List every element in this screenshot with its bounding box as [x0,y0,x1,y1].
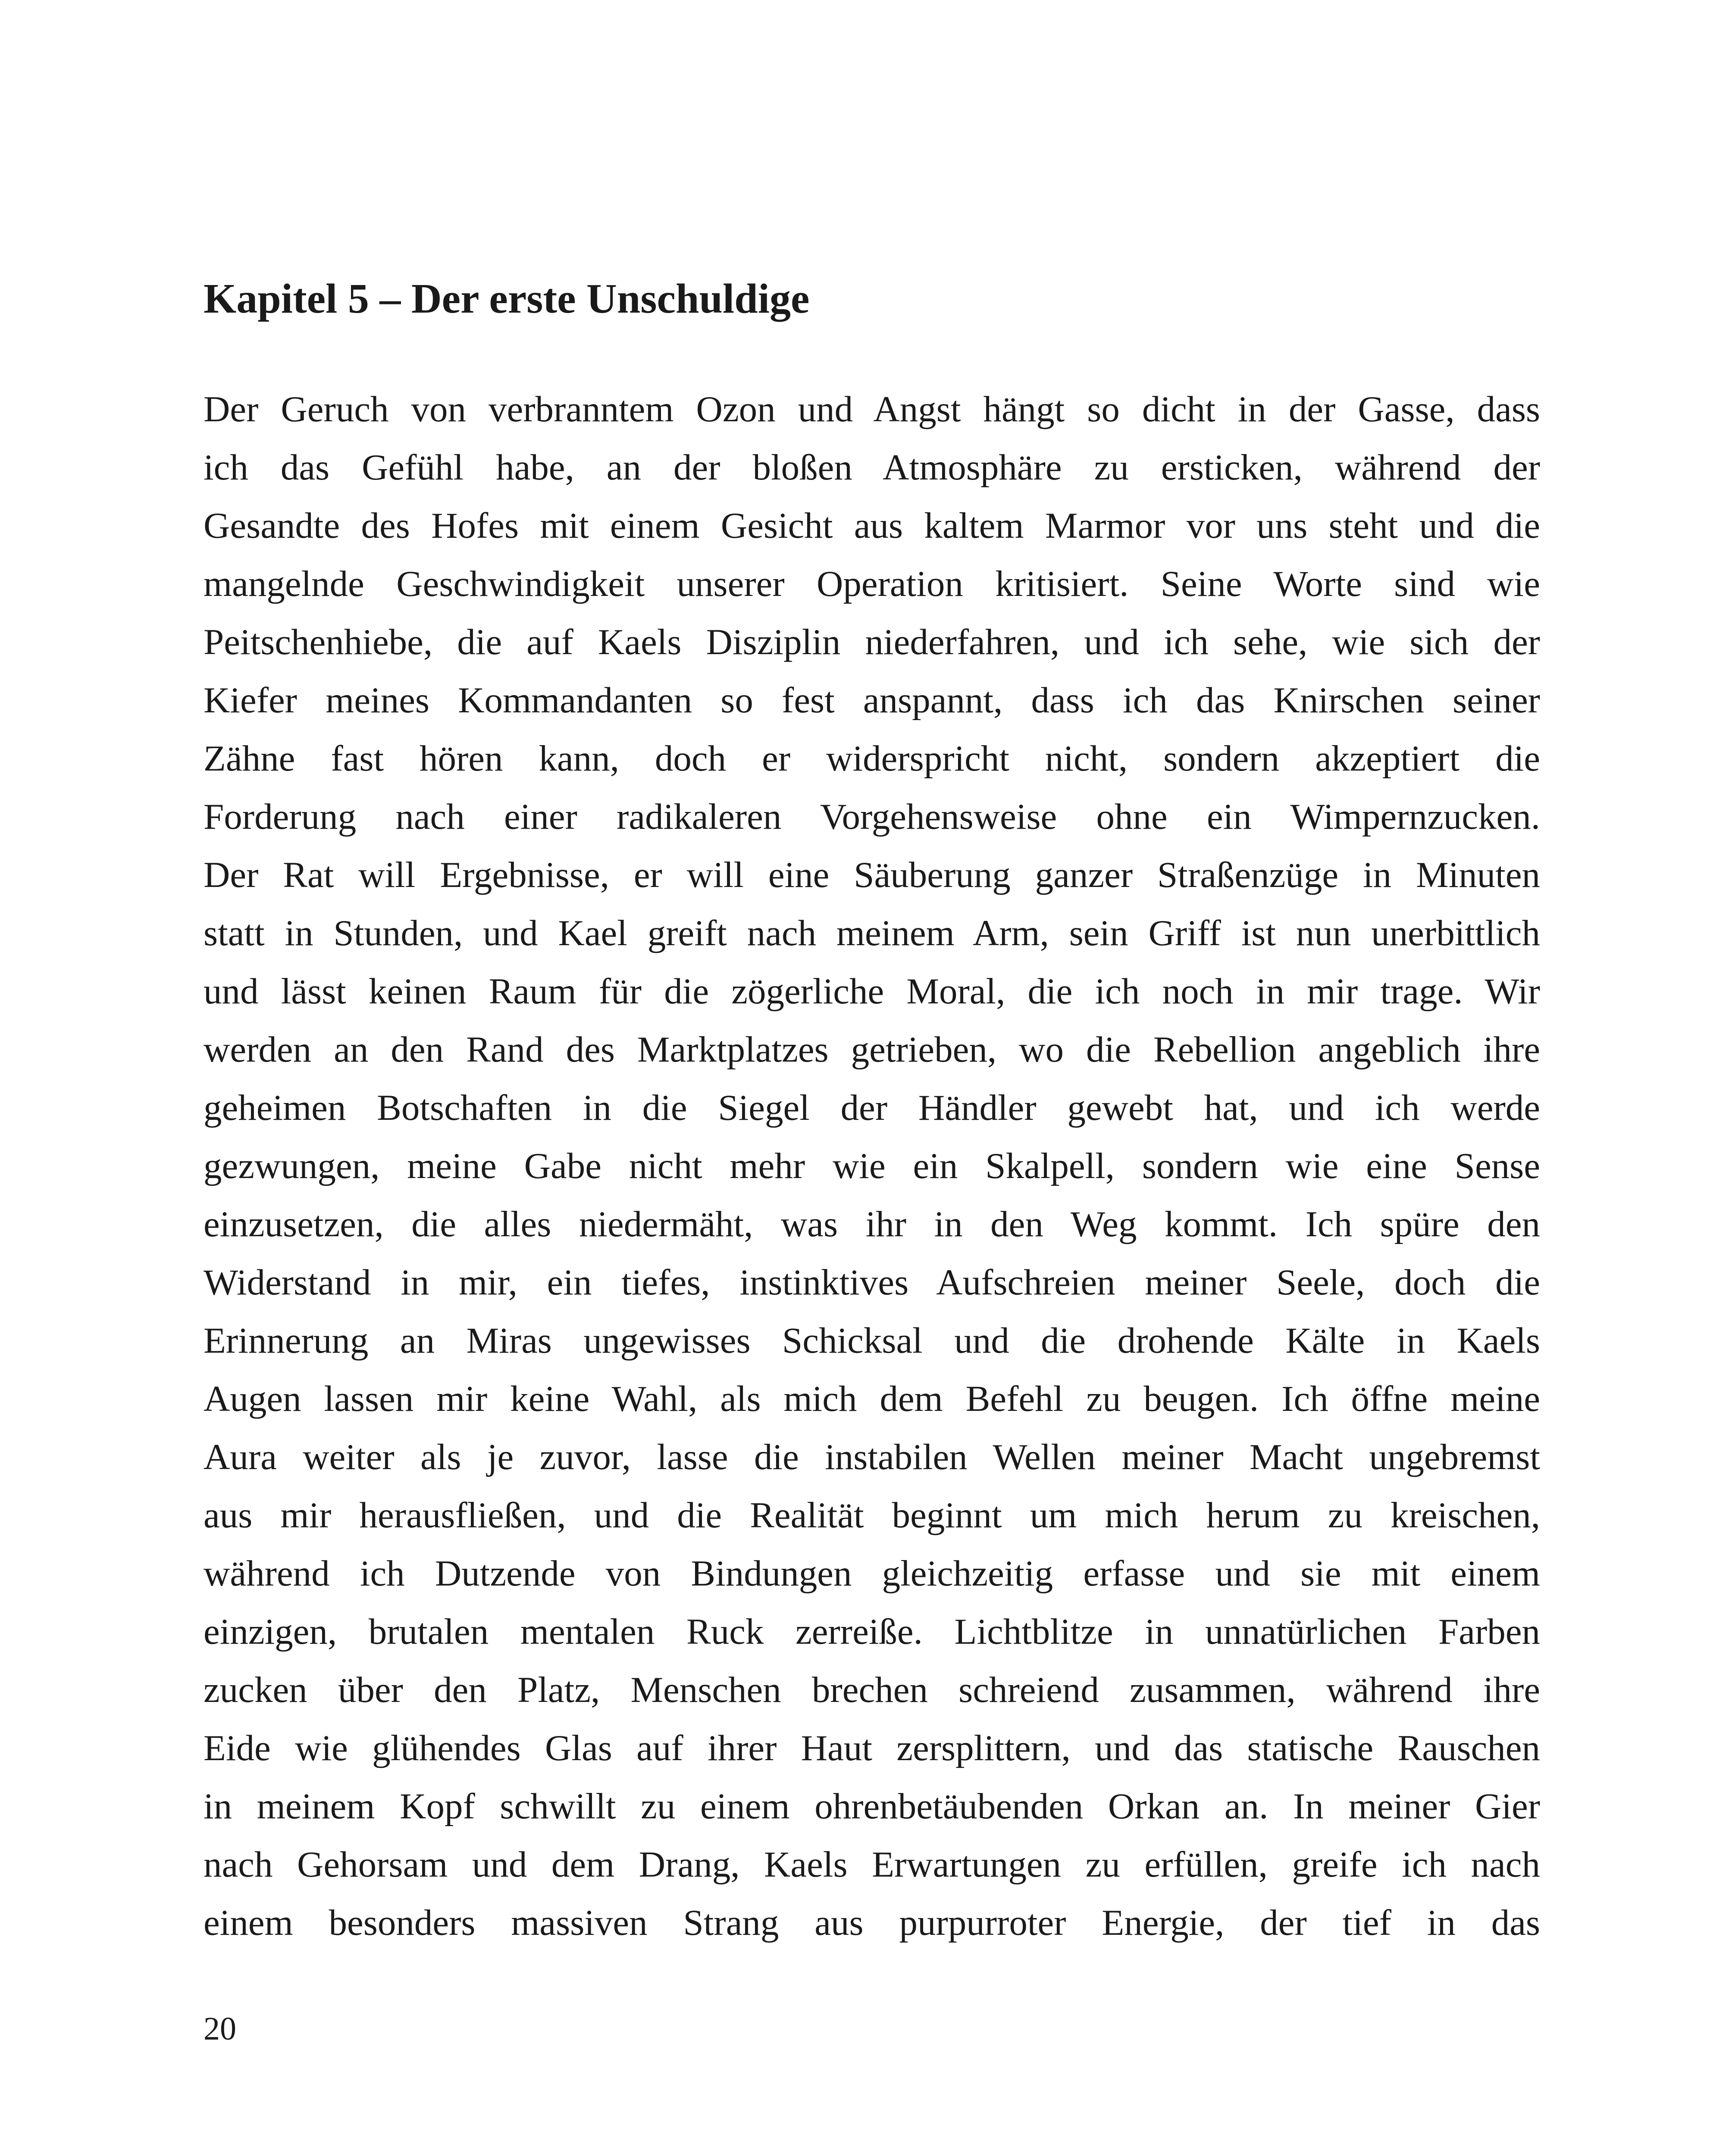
chapter-title: Kapitel 5 – Der erste Unschuldige [204,276,810,322]
text-line: werden an den Rand des Marktplatzes getrieben, wo die Rebellion angeblich ihre [204,1029,1540,1070]
text-line: Peitschenhiebe, die auf Kaels Disziplin niederfahren, und ich sehe, wie sich der [204,622,1540,662]
text-line: mangelnde Geschwindigkeit unserer Operation kritisiert. Seine Worte sind wie [204,564,1540,604]
text-line: Eide wie glühendes Glas auf ihrer Haut zersplittern, und das statische Rauschen [204,1728,1540,1768]
text-line: nach Gehorsam und dem Drang, Kaels Erwartungen zu erfüllen, greife ich nach [204,1844,1540,1885]
text-line: und lässt keinen Raum für die zögerliche Moral, die ich noch in mir trage. Wir [204,971,1540,1012]
text-line: zucken über den Platz, Menschen brechen schreiend zusammen, während ihre [204,1670,1540,1710]
text-line: in meinem Kopf schwillt zu einem ohrenbetäubenden Orkan an. In meiner Gier [204,1786,1540,1827]
text-line: einzigen, brutalen mentalen Ruck zerreiße. Lichtblitze in unnatürlichen Farben [204,1611,1540,1652]
text-line: Aura weiter als je zuvor, lasse die instabilen Wellen meiner Macht ungebremst [204,1437,1540,1477]
text-line: Forderung nach einer radikaleren Vorgehensweise ohne ein Wimpernzucken. [204,796,1540,837]
text-line: einem besonders massiven Strang aus purpurroter Energie, der tief in das [204,1902,1540,1943]
text-line: Zähne fast hören kann, doch er widerspricht nicht, sondern akzeptiert die [204,738,1540,779]
text-line: Gesandte des Hofes mit einem Gesicht aus kaltem Marmor vor uns steht und die [204,505,1540,546]
text-line: Widerstand in mir, ein tiefes, instinktives Aufschreien meiner Seele, doch die [204,1262,1540,1303]
body-paragraph [204,380,1540,1952]
text-line: Der Rat will Ergebnisse, er will eine Säuberung ganzer Straßenzüge in Minuten [204,855,1540,895]
text-line: Kiefer meines Kommandanten so fest anspannt, dass ich das Knirschen seiner [204,680,1540,721]
text-line: Der Geruch von verbranntem Ozon und Angst hängt so dicht in der Gasse, dass [204,389,1540,429]
text-line: einzusetzen, die alles niedermäht, was ihr in den Weg kommt. Ich spüre den [204,1204,1540,1244]
text-line: gezwungen, meine Gabe nicht mehr wie ein Skalpell, sondern wie eine Sense [204,1146,1540,1186]
text-line: während ich Dutzende von Bindungen gleichzeitig erfasse und sie mit einem [204,1553,1540,1594]
text-line: Erinnerung an Miras ungewisses Schicksal und die drohende Kälte in Kaels [204,1320,1540,1361]
page-number: 20 [204,2011,236,2047]
text-line: geheimen Botschaften in die Siegel der Händler gewebt hat, und ich werde [204,1087,1540,1128]
text-line: ich das Gefühl habe, an der bloßen Atmosphäre zu ersticken, während der [204,447,1540,488]
text-line: Augen lassen mir keine Wahl, als mich dem Befehl zu beugen. Ich öffne meine [204,1379,1540,1419]
text-line: statt in Stunden, und Kael greift nach meinem Arm, sein Griff ist nun unerbittlich [204,913,1540,953]
text-line: aus mir herausfließen, und die Realität beginnt um mich herum zu kreischen, [204,1495,1540,1536]
